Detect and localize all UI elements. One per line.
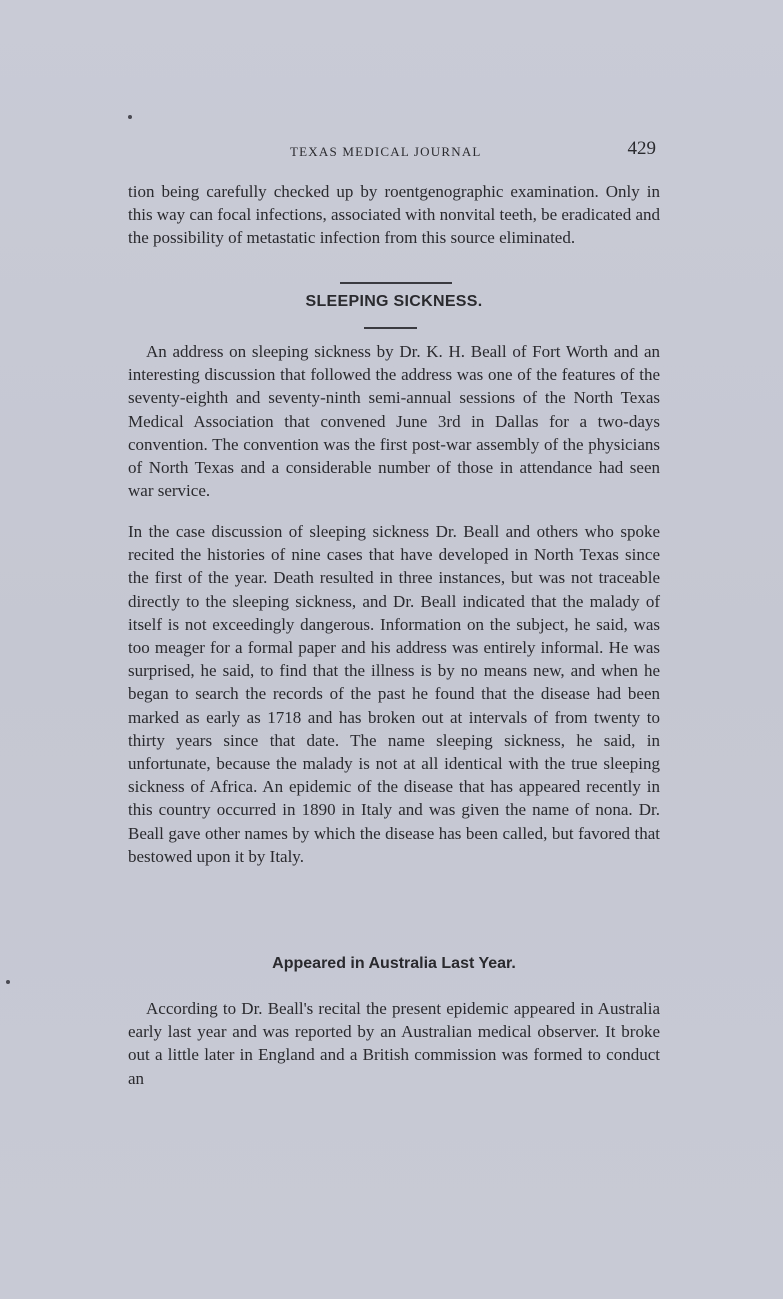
- section-subheading: Appeared in Australia Last Year.: [272, 955, 516, 972]
- body-paragraph: According to Dr. Beall's recital the present epidemic appeared in Australia early last year and was reported by an Australian medical observer. It broke out a little later in England and a British commission was formed to conduct an: [128, 999, 660, 1088]
- intro-paragraph: tion being carefully checked up by roentgenographic examination. Only in this way can focal infections, associated with nonvital teeth, be eradicated and the possibility of metastatic infection from this source eliminated.: [128, 182, 660, 248]
- body-paragraph: An address on sleeping sickness by Dr. K. H. Beall of Fort Worth and an interesting discussion that followed the address was one of the features of the seventy-eighth and seventy-ninth semi-annual sessions of the North Texas Medical Association that convened June 3rd in Dallas for a two-days convention. The convention was the first post-war assembly of the physicians of North Texas and a considerable number of those in attendance had seen war service.: [128, 342, 660, 501]
- print-speck: [6, 980, 10, 984]
- body-paragraph: In the case discussion of sleeping sickness Dr. Beall and others who spoke recited the histories of nine cases that have developed in North Texas since the first of the year. Death resulted in three instances, but was not traceable directly to the sleeping sickness, and Dr. Beall indicated that the malady of itself is not exceedingly dangerous. Information on the subject, he said, was too meager for a formal paper and his address was entirely informal. He was surprised, he said, to find that the illness is by no means new, and when he began to search the records of the past he found that the disease had been marked as early as 1718 and has broken out at intervals of from twenty to thirty years since that date. The name sleeping sickness, he said, in unfortunate, because the malady is not at all identical with the true sleeping sickness of Africa. An epidemic of the disease that has appeared recently in this country occurred in 1890 in Italy and was given the name of nona. Dr. Beall gave other names by which the disease has been called, but favored that bestowed upon it by Italy.: [128, 522, 660, 866]
- page-number: 429: [627, 138, 656, 159]
- divider-rule: [340, 282, 452, 284]
- article-title: SLEEPING SICKNESS.: [305, 293, 483, 310]
- print-speck: [128, 115, 132, 119]
- running-head: TEXAS MEDICAL JOURNAL: [290, 144, 482, 159]
- page-header: [128, 138, 658, 164]
- divider-rule: [364, 327, 417, 329]
